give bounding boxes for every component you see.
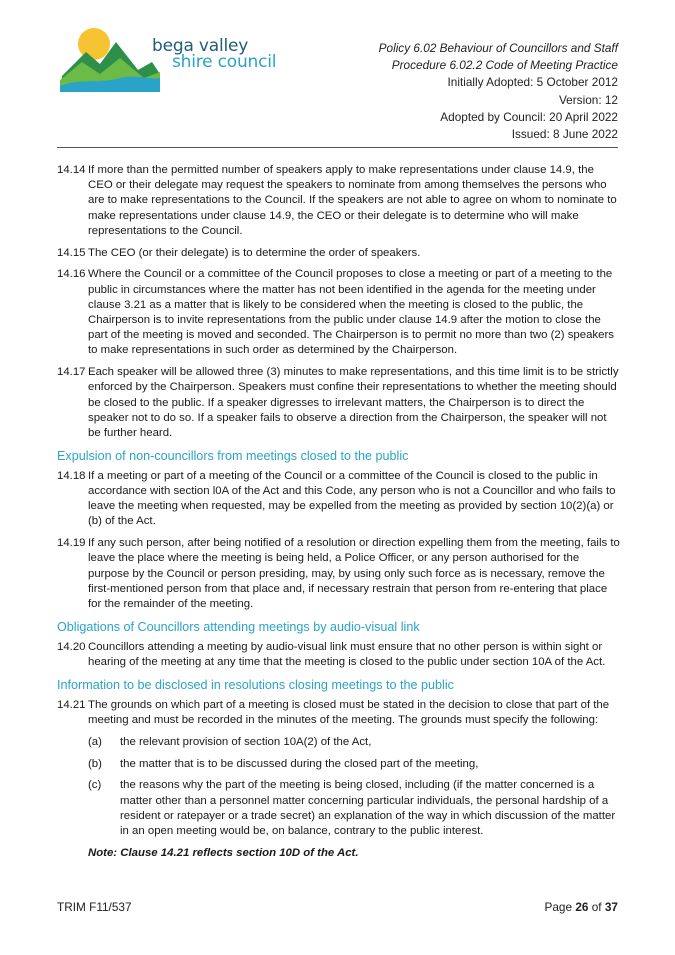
initially-adopted: Initially Adopted: 5 October 2012 [447,75,618,90]
page-total: 37 [604,900,618,914]
subitem-number: (b) [88,757,102,770]
clause-number: 14.17 [57,366,86,379]
page-header [0,0,675,150]
clause-14-16 [57,267,620,358]
clause-text: Each speaker will be allowed three (3) minutes to make representations, and this time limit is to be strictly enforced by the Chairperson. Speakers must confine their representations to whether the meeting should be closed to the public. If a speaker digresses to irrelevant matters, the Chairperson is to direct the speaker not to do so. If a speaker fails to observe a direction from the Chairperson, the speaker will not be further heard. [88,366,619,440]
clause-text: If more than the permitted number of speakers apply to make representations under clause 14.9, the CEO or their delegate may request the speakers to nominate from among themselves the persons who are to make representations to the Council. If the speakers are not able to agree on whom to nominate to make representations under clause 14.9, the CEO or their delegate is to determine who will make representations to the Council. [88,164,617,237]
section-heading-expulsion: Expulsion of non-councillors from meetings closed to the public [57,448,409,463]
council-adopted: Adopted by Council: 20 April 2022 [440,109,618,124]
logo-text-bega-valley: bega valley [152,36,249,56]
clause-text: If a meeting or part of a meeting of the Council or a committee of the Council is closed to the public in accordance with section l0A of the Act and this Code, any person who is not a Councillor and who fails to leave the meeting when requested, may be expelled from the meeting as provided by section 10(2)(a) or (b) of the Act. [88,469,616,528]
clause-14-19 [57,536,620,612]
trim-reference: TRIM F11/537 [57,900,132,914]
subitem-a [57,735,620,750]
issued-date: Issued: 8 June 2022 [511,127,618,142]
section-heading-audio-visual: Obligations of Councillors attending meetings by audio-visual link [57,619,420,634]
page-body [57,163,620,861]
page-number [545,900,619,914]
clause-text: Where the Council or a committee of the Council proposes to close a meeting or part of a meeting to the public in circumstances where the matter has not been identified in the agenda for the meeting under clause 3.21 as a matter that is likely to be considered when the meeting is closed to the public, the Chairperson is to invite representations from the public under clause 14.9 after the motion to close the part of the meeting is moved and seconded. The Chairperson is to permit no more than two (2) speakers to make representations in such order as determined by the Chairperson. [88,268,614,357]
logo-text-shire-council: shire council [172,52,277,72]
bega-valley-logo [60,22,290,97]
header-divider [57,147,618,148]
clause-14-20 [57,640,620,670]
logo-mark-icon [60,22,160,92]
clause-number: 14.15 [57,246,86,259]
subitem-number: (c) [88,779,102,792]
version: Version: 12 [558,92,618,107]
document-metadata [379,40,618,143]
clause-number: 14.19 [57,537,86,550]
section-heading-information-disclosed: Information to be disclosed in resolutions closing meetings to the public [57,677,454,692]
clause-text: The CEO (or their delegate) is to determine the order of speakers. [88,246,421,259]
subitem-number: (a) [88,735,102,748]
subitem-b [57,757,620,772]
clause-number: 14.21 [57,698,86,711]
clause-14-15 [57,246,620,261]
clause-number: 14.18 [57,469,86,482]
clause-14-21 [57,698,620,728]
subitem-text: the matter that is to be discussed during the closed part of the meeting, [120,757,479,770]
clause-number: 14.20 [57,640,86,653]
page-current: 26 [575,900,589,914]
clause-number: 14.14 [57,164,86,176]
clause-number: 14.16 [57,268,86,281]
note-clause-14-21: Note: Clause 14.21 reflects section 10D of the Act. [88,846,359,859]
policy-title: Policy 6.02 Behaviour of Councillors and Staff [378,41,618,55]
page-label: Page [544,900,573,914]
clause-text: If any such person, after being notified of a resolution or direction expelling them from the meeting, fails to leave the place where the meeting is being held, a Police Officer, or any person authorised for the purpose by the Council or person presiding, may, by using only such force as is necessary, remove the first-mentioned person from that place and, if necessary restrain that person from re-entering that place for the remainder of the meeting. [88,537,620,611]
subitem-c [57,778,620,839]
of-label: of [591,900,602,914]
clause-text: Councillors attending a meeting by audio-visual link must ensure that no other person is within sight or hearing of the meeting at any time that the meeting is closed to the public under section 10A of the Act. [88,640,606,669]
subitem-text: the reasons why the part of the meeting is being closed, including (if the matter concerned is a matter other than a personnel matter concerning particular individuals, the personal hardship of a resident or ratepayer or a trade secret) an explanation of the way in which discussion of the matter in an open meeting would be, on balance, contrary to the public interest. [120,779,616,838]
clause-14-18 [57,469,620,530]
clause-14-17 [57,365,620,441]
clause-text: The grounds on which part of a meeting is closed must be stated in the decision to close that part of the meeting and must be recorded in the minutes of the meeting. The grounds must specify the following: [88,698,610,727]
clause-14-14 [57,163,620,239]
procedure-title: Procedure 6.02.2 Code of Meeting Practice [391,58,618,73]
subitem-text: the relevant provision of section 10A(2) of the Act, [120,735,372,748]
